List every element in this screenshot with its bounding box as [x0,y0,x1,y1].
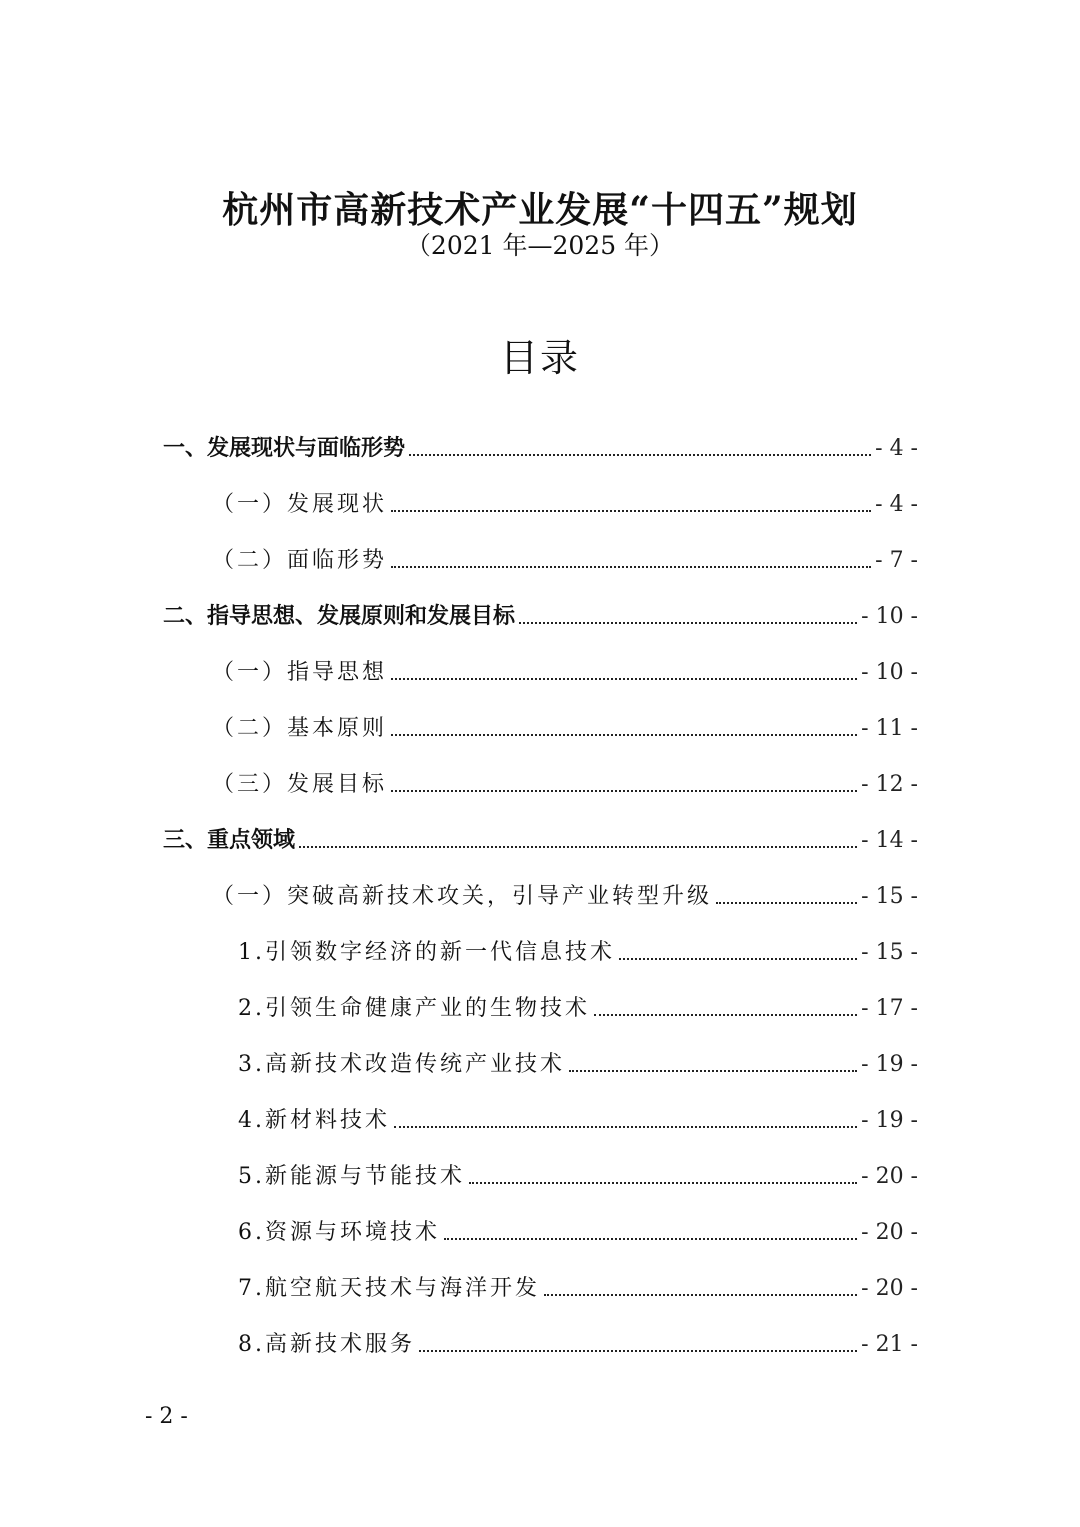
toc-entry-page: - 15 - [861,940,918,965]
toc-dot-leader [544,1294,857,1296]
toc-entry-page: - 7 - [875,548,918,573]
toc-dot-leader [569,1070,857,1072]
toc-dot-leader [469,1182,857,1184]
toc-entry-label: （一）突破高新技术攻关，引导产业转型升级 [212,884,713,909]
toc-entry-label: 1.引领数字经济的新一代信息技术 [238,940,615,965]
toc-entry-page: - 10 - [861,660,918,685]
toc-entry-page: - 15 - [861,884,918,909]
toc-entry-label: 2.引领生命健康产业的生物技术 [238,996,590,1021]
toc-entry-label: 7.航空航天技术与海洋开发 [238,1276,540,1301]
toc-entry-label: 8.高新技术服务 [238,1332,415,1357]
toc-heading: 目录 [499,336,580,380]
toc-entry-label: （二）基本原则 [212,716,388,741]
toc-entry[interactable] [212,878,918,912]
document-subtitle: （2021 年—2025 年） [405,231,675,260]
toc-entry[interactable] [212,654,918,688]
toc-entry-page: - 21 - [861,1332,918,1357]
toc-entry[interactable] [163,430,918,464]
toc-dot-leader [444,1238,857,1240]
toc-entry-label: 一、发展现状与面临形势 [163,436,406,461]
toc-entry[interactable] [238,1214,918,1248]
toc-dot-leader [519,622,857,624]
toc-entry-page: - 4 - [875,492,918,517]
toc-dot-leader [394,1126,857,1128]
toc-dot-leader [391,566,871,568]
toc-entry[interactable] [163,598,918,632]
toc-entry-page: - 20 - [861,1276,918,1301]
toc-entry-page: - 20 - [861,1164,918,1189]
toc-entry-page: - 19 - [861,1108,918,1133]
toc-dot-leader [409,454,871,456]
toc-entry-label: （三）发展目标 [212,772,388,797]
toc-entry-label: （一）指导思想 [212,660,388,685]
toc-entry-page: - 20 - [861,1220,918,1245]
toc-entry-label: 4.新材料技术 [238,1108,390,1133]
toc-entry-label: 三、重点领域 [163,828,296,853]
toc-entry[interactable] [238,934,918,968]
page-number: - 2 - [145,1404,188,1429]
toc-entry-label: 3.高新技术改造传统产业技术 [238,1052,565,1077]
document-title: 杭州市高新技术产业发展“十四五”规划 [222,189,858,232]
toc-entry[interactable] [238,1102,918,1136]
toc-entry-page: - 4 - [875,436,918,461]
toc-dot-leader [299,846,857,848]
toc-entry[interactable] [212,710,918,744]
toc-entry-label: （二）面临形势 [212,548,388,573]
toc-dot-leader [716,902,857,904]
toc-dot-leader [391,510,871,512]
toc-entry-page: - 17 - [861,996,918,1021]
toc-entry-page: - 12 - [861,772,918,797]
toc-entry-page: - 11 - [861,716,918,741]
toc-entry-label: （一）发展现状 [212,492,388,517]
toc-entry-label: 5.新能源与节能技术 [238,1164,465,1189]
toc-dot-leader [391,790,857,792]
toc-entry[interactable] [238,1158,918,1192]
toc-entry[interactable] [238,990,918,1024]
toc-dot-leader [619,958,857,960]
toc-entry[interactable] [212,766,918,800]
toc-entry[interactable] [212,486,918,520]
toc-entry-page: - 19 - [861,1052,918,1077]
toc-dot-leader [419,1350,857,1352]
toc-entry[interactable] [238,1326,918,1360]
toc-entry-label: 6.资源与环境技术 [238,1220,440,1245]
toc-entry-label: 二、指导思想、发展原则和发展目标 [163,604,516,629]
toc-entry[interactable] [238,1270,918,1304]
toc-entry[interactable] [163,822,918,856]
toc-entry[interactable] [238,1046,918,1080]
toc-dot-leader [391,734,857,736]
toc-entry-page: - 14 - [861,828,918,853]
toc-entry-page: - 10 - [861,604,918,629]
toc-entry[interactable] [212,542,918,576]
toc-dot-leader [391,678,857,680]
toc-dot-leader [594,1014,857,1016]
